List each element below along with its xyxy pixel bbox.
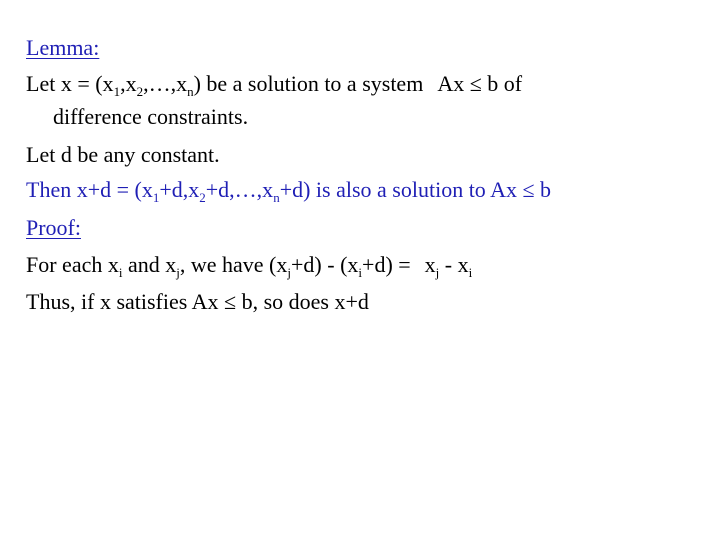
- subscript: j: [287, 265, 292, 280]
- then-text: +d,…,x: [205, 177, 274, 202]
- lemma-statement-line2: difference constraints.: [53, 104, 249, 129]
- subscript: i: [118, 265, 123, 280]
- proof-line2: Thus, if x satisfies Ax ≤ b, so does x+d: [26, 289, 369, 314]
- subscript: 2: [199, 190, 206, 205]
- proof-text: , we have (x: [179, 252, 288, 277]
- proof-line1: [26, 252, 473, 280]
- lemma-text: Let x = (x: [26, 71, 114, 96]
- subscript: 2: [136, 84, 144, 99]
- proof-text: +d) =: [362, 252, 411, 277]
- lemma-text: ,x: [120, 71, 137, 96]
- subscript: i: [358, 265, 363, 280]
- lemma-statement-line1: [26, 71, 523, 99]
- subscript: j: [176, 265, 180, 280]
- proof-heading: Proof:: [26, 215, 81, 240]
- subscript: n: [273, 190, 280, 205]
- then-line: [26, 177, 552, 205]
- proof-text: +d) - (x: [291, 252, 359, 277]
- then-text: +d) is also a solution to Ax ≤ b: [279, 177, 552, 202]
- system-expression: Ax ≤ b of: [437, 71, 523, 96]
- subscript: 1: [152, 190, 160, 205]
- lemma-heading: Lemma:: [26, 35, 100, 60]
- then-text: Then x+d = (x: [26, 177, 153, 202]
- then-text: +d,x: [159, 177, 200, 202]
- lemma-text: ) be a solution to a system: [193, 71, 424, 96]
- subscript: n: [187, 84, 194, 99]
- proof-text: and x: [122, 252, 177, 277]
- lemma-text: ,…,x: [143, 71, 188, 96]
- proof-text: x: [424, 252, 436, 277]
- subscript: 1: [113, 84, 121, 99]
- let-d-line: Let d be any constant.: [26, 142, 220, 167]
- subscript: j: [435, 265, 440, 280]
- proof-text: For each x: [26, 252, 119, 277]
- subscript: i: [468, 265, 473, 280]
- proof-text: - x: [439, 252, 469, 277]
